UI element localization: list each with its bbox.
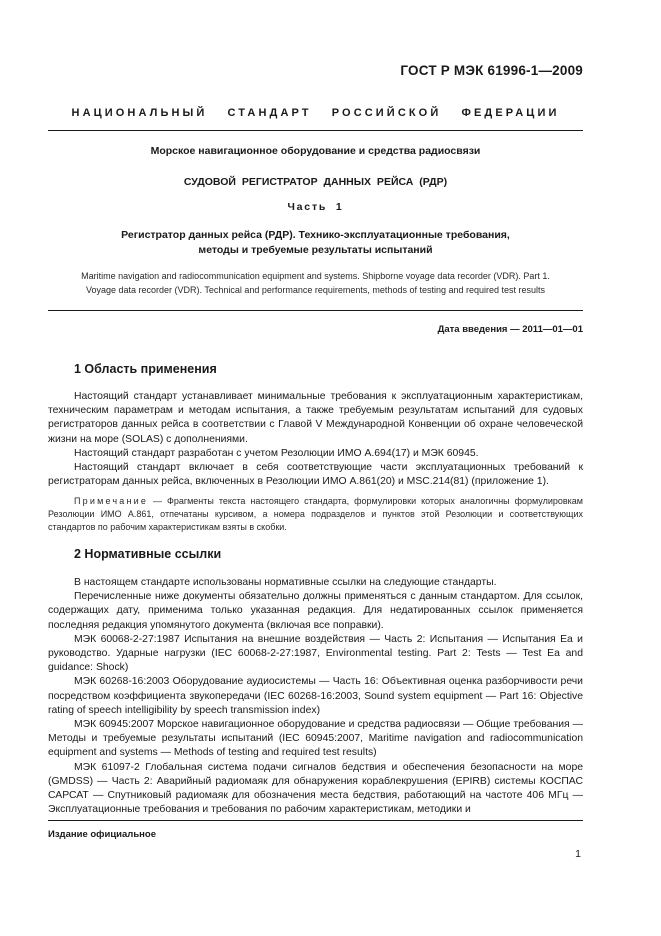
reference-entry: МЭК 60268-16:2003 Оборудование аудиосистемы — Часть 16: Объективная оценка разборчивости речи посредством коэффициента звукопередачи (IEC 60268-16:2003, Sound system equipment — Part 16: Objective rating of speech intelligibility by speech transmission index) bbox=[48, 676, 583, 716]
top-divider bbox=[48, 130, 583, 131]
document-number: ГОСТ Р МЭК 61996-1—2009 bbox=[400, 63, 583, 78]
part-label: Часть 1 bbox=[287, 201, 344, 213]
section-1-body bbox=[48, 390, 583, 489]
note-text: — Фрагменты текста настоящего стандарта, формулировки которых аналогичны формулировкам Резолюции ИМО А.861, отпечатаны курсивом, а номера подразделов и пунктов этой Резолюции и соответствующих стандартов по рабочим характеристикам взяты в скобки. bbox=[48, 496, 583, 532]
section-2-body bbox=[48, 576, 583, 817]
footer-divider bbox=[48, 820, 583, 821]
reference-entry: МЭК 60945:2007 Морское навигационное оборудование и средства радиосвязи — Общие требования — Методы и требуемые результаты испытаний (IEC 60945:2007, Maritime navigation and radiocommunication equipment and systems — Methods of testing and required test results) bbox=[48, 719, 583, 759]
introduction-date: Дата введения — 2011—01—01 bbox=[437, 324, 583, 335]
english-title-line-1: Maritime navigation and radiocommunication equipment and systems. Shipborne voyage data recorder (VDR). Part 1. bbox=[81, 271, 550, 281]
title-divider bbox=[48, 310, 583, 311]
section-1-paragraph: Настоящий стандарт устанавливает минимальные требования к эксплуатационным характеристикам, техническим параметрам и методам испытания, а также требуемым результатам испытаний для судовых регистраторов данных рейса в соответствии с Главой V Международной Конвенции об охране человеческой жизни на море (SOLAS) с дополнениями. bbox=[48, 391, 583, 445]
english-title-line-2: Voyage data recorder (VDR). Technical and performance requirements, methods of testing and required test results bbox=[85, 284, 546, 295]
subtitle bbox=[48, 228, 583, 258]
section-1-heading: 1 Область применения bbox=[74, 362, 217, 376]
section-2-paragraph: В настоящем стандарте использованы нормативные ссылки на следующие стандарты. bbox=[74, 577, 497, 588]
english-title bbox=[48, 270, 583, 297]
reference-entry: МЭК 61097-2 Глобальная система подачи сигналов бедствия и обеспечения безопасности на море (GMDSS) — Часть 2: Аварийный радиомаяк для обнаружения кораблекрушения (EPIRB) системы КОСПАС САРСАТ — Спутниковый радиомаяк для обозначения места бедствия, работающий на частоте 406 МГц — Эксплуатационные требования и требования по рабочим характеристикам, методики и bbox=[48, 761, 583, 816]
title-line-2: СУДОВОЙ РЕГИСТРАТОР ДАННЫХ РЕЙСА (РДР) bbox=[183, 176, 448, 188]
section-1-paragraph: Настоящий стандарт разработан с учетом Резолюции ИМО А.694(17) и МЭК 60945. bbox=[74, 447, 479, 459]
title-line-1: Морское навигационное оборудование и средства радиосвязи bbox=[150, 145, 481, 157]
edition-label: Издание официальное bbox=[48, 829, 156, 840]
note-paragraph bbox=[48, 495, 583, 534]
section-2-paragraph: Перечисленные ниже документы обязательно должны применяться с данным стандартом. Для ссылок, содержащих дату, применима только указанная редакция. Для недатированных ссылок применяется последняя редакция упомянутого документа (включая все поправки). bbox=[48, 591, 583, 631]
subtitle-line-1: Регистратор данных рейса (РДР). Технико-эксплуатационные требования, bbox=[121, 229, 510, 241]
section-2-heading: 2 Нормативные ссылки bbox=[74, 547, 222, 561]
note-label: Примечание bbox=[74, 496, 149, 506]
national-standard-banner: НАЦИОНАЛЬНЫЙ СТАНДАРТ РОССИЙСКОЙ ФЕДЕРАЦИИ bbox=[71, 107, 560, 119]
section-1-paragraph: Настоящий стандарт включает в себя соответствующие части эксплуатационных требований к регистраторам данных рейса, включенных в Резолюции ИМО А.861(20) и MSC.214(81) (приложение 1). bbox=[48, 462, 583, 488]
subtitle-line-2: методы и требуемые результаты испытаний bbox=[198, 244, 433, 256]
reference-entry: МЭК 60068-2-27:1987 Испытания на внешние воздействия — Часть 2: Испытания — Испытания Еа и руководство. Ударные нагрузки (IEC 60068-2-27:1987, Environmental testing. Part 2: Tests — Test Ea and guidance: Shock) bbox=[48, 633, 583, 674]
page-number: 1 bbox=[575, 848, 581, 860]
section-1-note bbox=[48, 495, 583, 534]
